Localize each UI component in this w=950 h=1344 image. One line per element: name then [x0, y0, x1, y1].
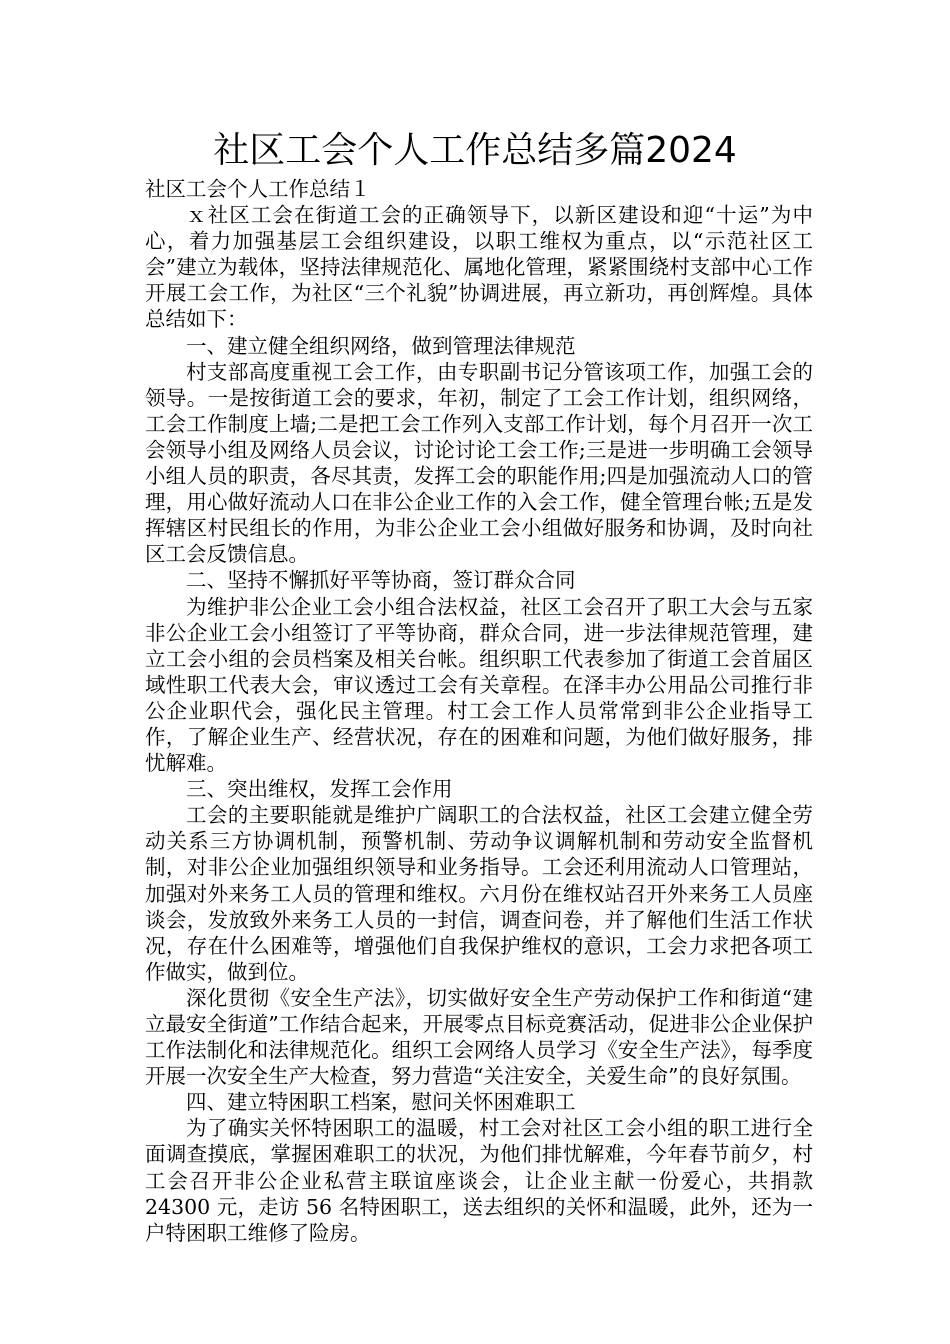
- paragraph-intro: ｘ社区工会在街道工会的正确领导下，以新区建设和迎“十运”为中心，着力加强基层工会组织建设，以职工维权为重点，以“示范社区工会”建立为载体，坚持法律规范化、属地化管理，紧紧围绕村支部中心工作开展工会工作，为社区“三个礼貌”协调进展，再立新功，再创辉煌。具体总结如下：: [145, 203, 813, 332]
- section-heading-2: 二、坚持不懈抓好平等协商，签订群众合同: [186, 568, 576, 593]
- section-subtitle: 社区工会个人工作总结１: [145, 177, 371, 201]
- paragraph-3: 工会的主要职能就是维护广阔职工的合法权益，社区工会建立健全劳动关系三方协调机制，预警机制、劳动争议调解机制和劳动安全监督机制，对非公企业加强组织领导和业务指导。工会还利用流动人口管理站，加强对外来务工人员的管理和维权。六月份在维权站召开外来务工人员座谈会，发放致外来务工人员的一封信，调查问卷，并了解他们生活工作状况，存在什么困难等，增强他们自我保护维权的意识，工会力求把各项工作做实，做到位。: [145, 803, 813, 984]
- document-body: [145, 176, 813, 1246]
- section-heading-1: 一、建立健全组织网络，做到管理法律规范: [186, 333, 576, 358]
- paragraph-1: 村支部高度重视工会工作，由专职副书记分管该项工作，加强工会的领导。一是按街道工会的要求，年初，制定了工会工作计划，组织网络，工会工作制度上墙;二是把工会工作列入支部工作计划，每个月召开一次工会领导小组及网络人员会议，讨论讨论工会工作;三是进一步明确工会领导小组人员的职责，各尽其责，发挥工会的职能作用;四是加强流动人口的管理，用心做好流动人口在非公企业工作的入会工作，健全管理台帐;五是发挥辖区村民组长的作用，为非公企业工会小组做好服务和协调，及时向社区工会反馈信息。: [145, 359, 813, 567]
- document-title: 社区工会个人工作总结多篇2024: [213, 130, 737, 171]
- section-heading-3: 三、突出维权，发挥工会作用: [186, 777, 453, 802]
- section-heading-4: 四、建立特困职工档案，慰问关怀困难职工: [186, 1090, 576, 1115]
- paragraph-2: 为维护非公企业工会小组合法权益，社区工会召开了职工大会与五家非公企业工会小组签订了平等协商，群众合同，进一步法律规范管理，建立工会小组的会员档案及相关台帐。组织职工代表参加了街道工会首届区域性职工代表大会，审议透过工会有关章程。在泽丰办公用品公司推行非公企业职代会，强化民主管理。村工会工作人员常常到非公企业指导工作，了解企业生产、经营状况，存在的困难和问题，为他们做好服务，排忧解难。: [145, 594, 813, 776]
- paragraph-4: 为了确实关怀特困职工的温暖，村工会对社区工会小组的职工进行全面调查摸底，掌握困难职工的状况，为他们排忧解难，今年春节前夕，村工会召开非公企业私营主联谊座谈会，让企业主献一份爱心，共捐款 24300 元，走访 56 名特困职工，送去组织的关怀和温暖，此外，还为一户特困职工维修了险房。: [145, 1116, 813, 1245]
- paragraph-3b: 深化贯彻《安全生产法》，切实做好安全生产劳动保护工作和街道“建立最安全街道”工作结合起来，开展零点目标竞赛活动，促进非公企业保护工作法制化和法律规范化。组织工会网络人员学习《安全生产法》，每季度开展一次安全生产大检查，努力营造“关注安全，关爱生命”的良好氛围。: [145, 985, 813, 1089]
